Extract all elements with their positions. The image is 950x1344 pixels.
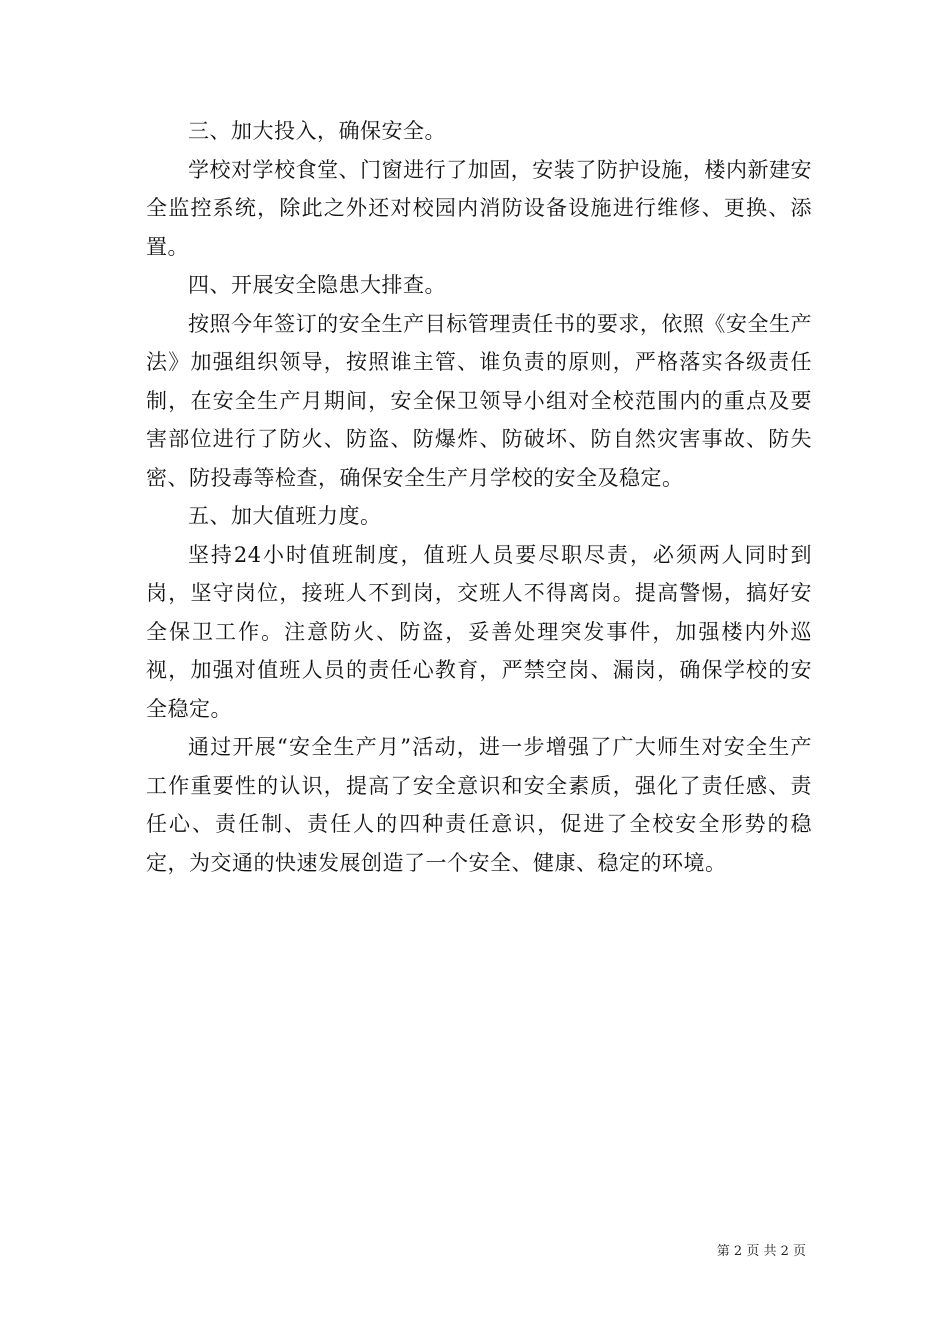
body-paragraph: 按照今年签订的安全生产目标管理责任书的要求，依照《安全生产法》加强组织领导，按照谁主管、谁负责的原则，严格落实各级责任制，在安全生产月期间，安全保卫领导小组对全校范围内的重点及要害部位进行了防火、防盗、防爆炸、防破坏、防自然灾害事故、防失密、防投毒等检查，确保安全生产月学校的安全及稳定。 [146, 311, 812, 490]
body-paragraph: 坚持24小时值班制度，值班人员要尽职尽责，必须两人同时到岗，坚守岗位，接班人不到岗，交班人不得离岗。提高警惕，搞好安全保卫工作。注意防火、防盗，妥善处理突发事件，加强楼内外巡视，加强对值班人员的责任心教育，严禁空岗、漏岗，确保学校的安全稳定。 [146, 542, 812, 721]
section-heading-5: 五、加大值班力度。 [188, 504, 382, 528]
document-body [146, 112, 812, 882]
conclusion-paragraph: 通过开展“安全生产月”活动，进一步增强了广大师生对安全生产工作重要性的认识，提高了安全意识和安全素质，强化了责任感、责任心、责任制、责任人的四种责任意识，促进了全校安全形势的稳定，为交通的快速发展创造了一个安全、健康、稳定的环境。 [146, 735, 812, 875]
page-number: 第 2 页 共 2 页 [716, 1244, 806, 1259]
body-paragraph: 学校对学校食堂、门窗进行了加固，安装了防护设施，楼内新建安全监控系统，除此之外还对校园内消防设备设施进行维修、更换、添置。 [146, 157, 812, 259]
section-heading-3: 三、加大投入，确保安全。 [188, 119, 446, 143]
section-heading-4: 四、开展安全隐患大排查。 [188, 273, 446, 297]
